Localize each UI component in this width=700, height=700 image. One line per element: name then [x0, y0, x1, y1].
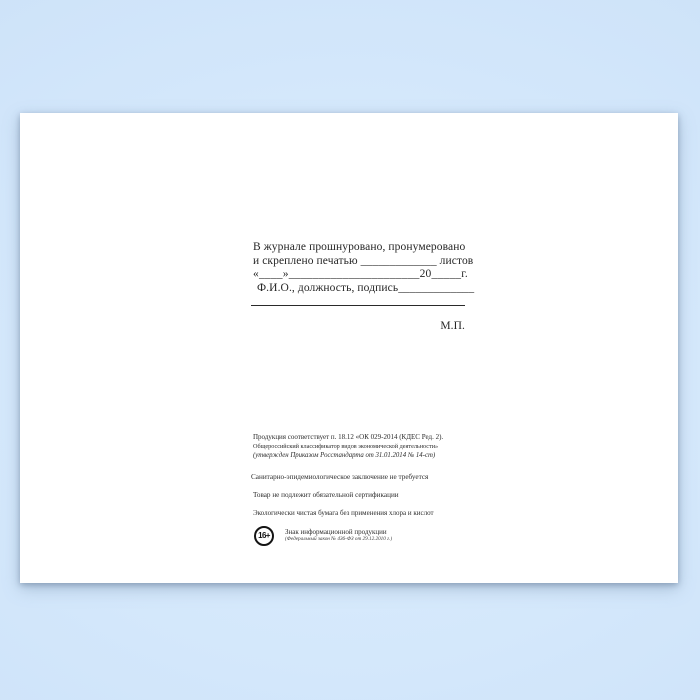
- stitching-line-1: В журнале прошнуровано, пронумеровано: [253, 241, 466, 253]
- stitching-date-line: «____»______________________20_____г.: [253, 268, 468, 281]
- info-sign-row: [253, 526, 483, 546]
- stitching-fio-line: Ф.И.О., должность, подпись_____________: [257, 282, 475, 295]
- signature-rule: [251, 305, 465, 306]
- classifier-line-3: (утвержден Приказом Росстандарта от 31.01.2014 № 14-ст): [253, 452, 436, 459]
- classifier-line-2: Общероссийский классификатор видов экономической деятельности»: [253, 443, 439, 450]
- stitching-certification-block: [253, 241, 475, 334]
- classifier-line-1: Продукция соответствует п. 18.12 «ОК 029-2014 (КДЕС Ред. 2).: [253, 433, 444, 441]
- stamp-place-label: М.П.: [440, 319, 465, 332]
- info-sign-title: Знак информационной продукции: [285, 528, 387, 536]
- sanitary-note: Санитарно-эпидемиологическое заключение не требуется: [251, 473, 429, 481]
- info-sign-text: [285, 526, 392, 543]
- stitching-line-2: и скреплено печатью _____________ листов: [253, 254, 474, 267]
- info-sign-law-reference: (Федеральный закон № 436-ФЗ от 29.12.2010 г.): [285, 536, 393, 542]
- eco-paper-note: Экологически чистая бумага без применения хлора и кислот: [253, 509, 434, 517]
- compliance-info-block: [253, 433, 483, 546]
- age-rating-16-plus-icon: 16+: [254, 526, 274, 546]
- certification-note: Товар не подлежит обязательной сертификации: [253, 491, 399, 499]
- journal-back-cover-page: [20, 113, 678, 583]
